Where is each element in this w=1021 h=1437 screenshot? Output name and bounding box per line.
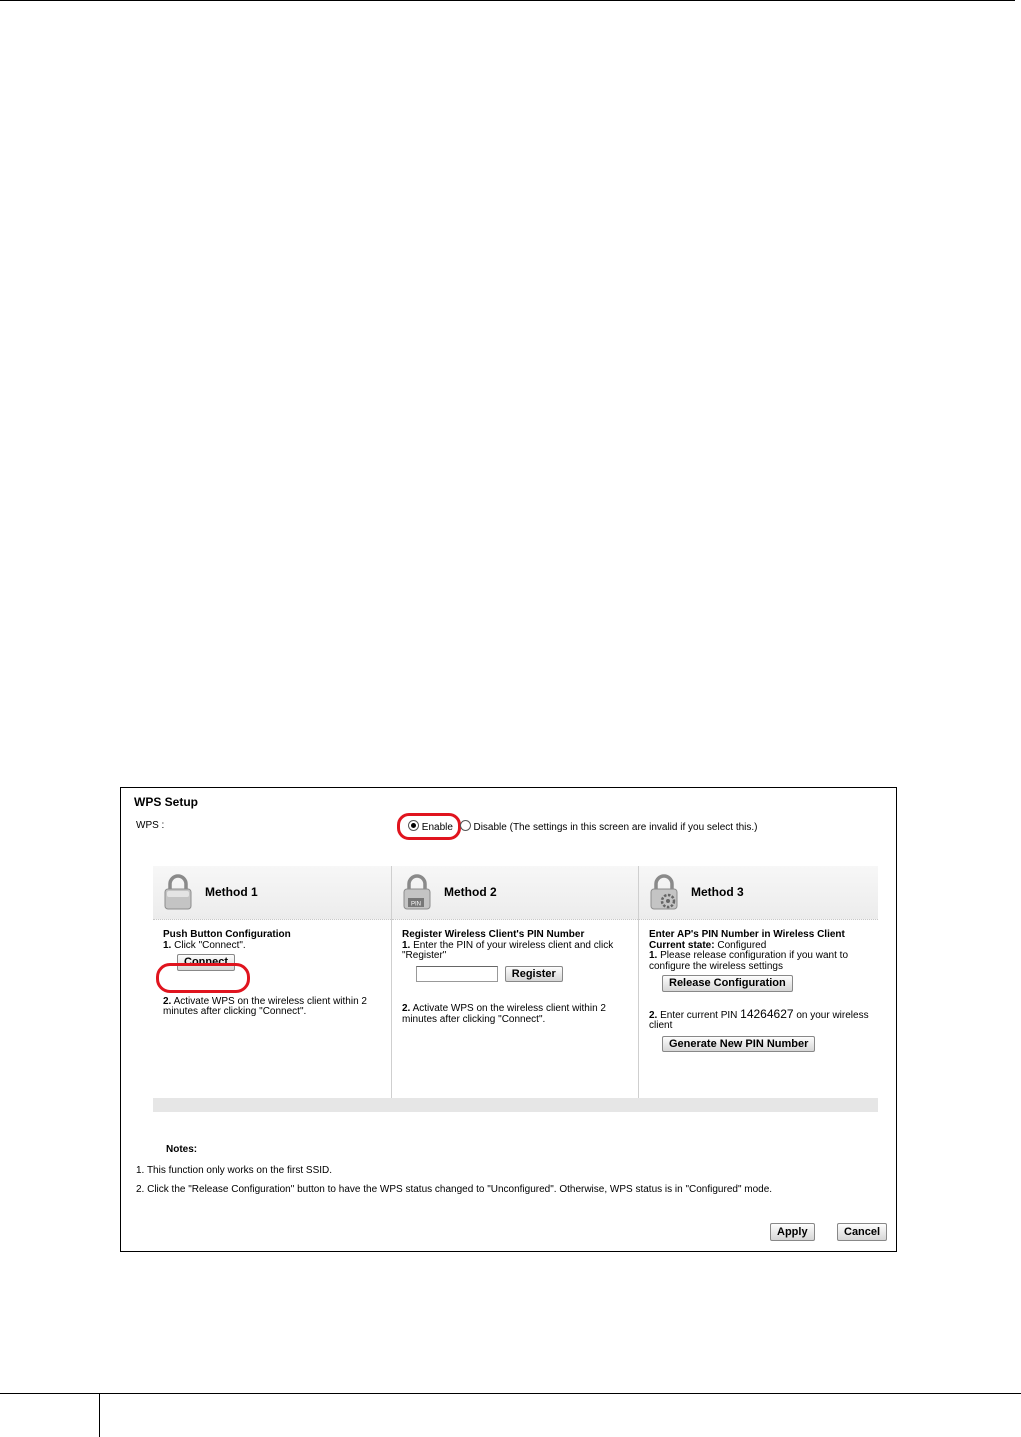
connect-button[interactable]: Connect [177,954,235,971]
method3-step2: 2. Enter current PIN 14264627 on your wireless client [649,1006,869,1031]
disable-label: Disable (The settings in this screen are invalid if you select this.) [473,822,758,833]
footer-rule [0,1393,1021,1394]
cancel-button[interactable]: Cancel [837,1223,887,1241]
method2-step1: 1. Enter the PIN of your wireless client and click "Register" [402,939,614,961]
method3-header [639,866,878,920]
method3-step1: 1. Please release configuration if you want to configure the wireless settings [649,950,849,972]
method2-step2: 2. Activate WPS on the wireless client within 2 minutes after clicking "Connect". [402,1003,606,1025]
method1-heading: Push Button Configuration [163,929,291,940]
client-pin-input[interactable] [416,966,498,982]
method3-column [639,866,878,1098]
method3-body [649,930,872,1052]
svg-text:PIN: PIN [410,901,422,908]
note-item: 2. Click the "Release Configuration" button to have the WPS status changed to "Unconfigured". Otherwise, WPS status is in "Configured" mode. [136,1184,773,1195]
method3-state: Current state: Configured [649,939,767,951]
lock-icon [163,874,193,910]
method1-step2: 2. Activate WPS on the wireless client within 2 minutes after clicking "Connect". [163,995,367,1017]
method2-body [402,930,632,1025]
method3-title: Method 3 [691,885,744,899]
wps-radio-group [408,820,758,833]
method2-column [392,866,639,1098]
method2-header [392,866,638,920]
method1-column [153,866,392,1098]
enable-label: Enable [421,822,453,833]
wps-label: WPS : [136,820,165,831]
enable-radio[interactable] [408,820,419,831]
method1-title: Method 1 [205,885,258,899]
page-number-box [0,1393,100,1437]
generate-new-pin-button[interactable]: Generate New PIN Number [662,1036,815,1053]
gear-lock-icon [649,874,679,910]
method3-heading: Enter AP's PIN Number in Wireless Client [649,929,845,940]
methods-table [153,866,878,1112]
method2-heading: Register Wireless Client's PIN Number [402,929,585,940]
current-pin: 14264627 [740,1006,794,1021]
method2-title: Method 2 [444,885,497,899]
disable-radio[interactable] [460,820,471,831]
header-rule [0,0,1015,1]
method1-step1: 1. Click "Connect". [163,939,246,951]
apply-button[interactable]: Apply [770,1223,815,1241]
notes-title: Notes: [166,1144,198,1155]
register-button[interactable]: Register [505,966,563,983]
wps-setup-panel [120,787,897,1252]
method1-header [153,866,391,920]
release-configuration-button[interactable]: Release Configuration [662,975,793,992]
panel-title: WPS Setup [134,795,199,809]
pin-lock-icon [402,874,432,910]
note-item: 1. This function only works on the first SSID. [136,1165,333,1176]
connect-callout-highlight [156,963,250,993]
